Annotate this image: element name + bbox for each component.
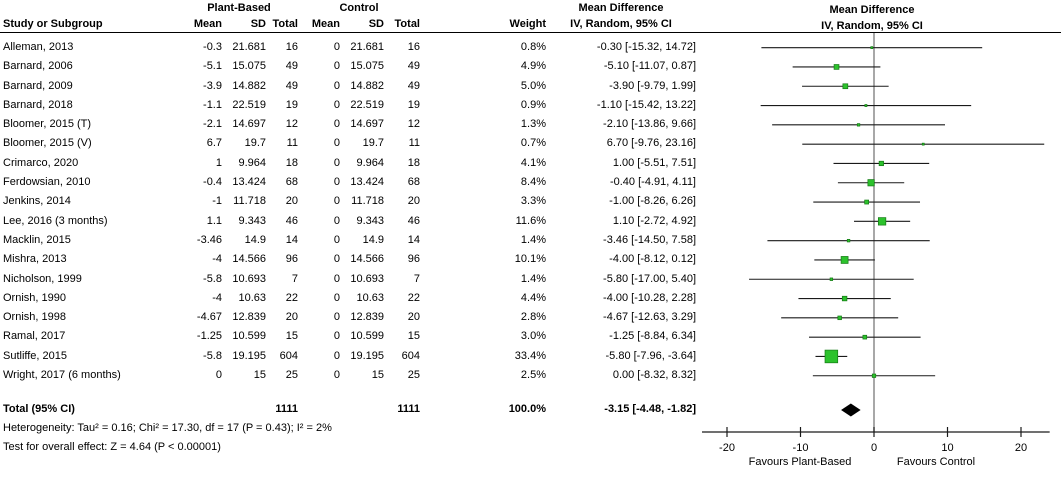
md-ci-column-header: IV, Random, 95% CI — [570, 18, 672, 30]
overall-effect-stats: Test for overall effect: Z = 4.64 (P < 0.00001) — [3, 441, 221, 453]
heterogeneity-stats: Heterogeneity: Tau² = 0.16; Chi² = 17.30, df = 17 (P = 0.43); I² = 2% — [3, 422, 332, 434]
total-n1: 1111 — [275, 403, 298, 415]
study-row: Sutliffe, 2015 -5.8 19.195 604 0 19.195 604 33.4% -5.80 [-7.96, -3.64] — [3, 349, 696, 362]
effect-marker — [922, 143, 924, 145]
forest-plot-svg — [700, 0, 1061, 480]
mean1-column-header: Mean — [193, 18, 222, 30]
effect-marker — [863, 335, 867, 339]
favours-left-label: Favours Plant-Based — [748, 456, 852, 468]
effect-marker — [879, 161, 883, 165]
effect-marker — [842, 296, 847, 301]
study-row: Crimarco, 2020 1 9.964 18 0 9.964 18 4.1% 1.00 [-5.51, 7.51] — [3, 156, 696, 169]
effect-marker — [868, 180, 874, 186]
x-axis-tick-label: -10 — [792, 442, 809, 454]
study-row: Barnard, 2009 -3.9 14.882 49 0 14.882 49 5.0% -3.90 [-9.79, 1.99] — [3, 79, 696, 92]
mean2-column-header: Mean — [311, 18, 340, 30]
sd2-column-header: SD — [368, 18, 384, 30]
effect-marker — [847, 239, 850, 242]
effect-marker — [825, 350, 838, 363]
study-row: Nicholson, 1999 -5.8 10.693 7 0 10.693 7 1.4% -5.80 [-17.00, 5.40] — [3, 272, 696, 285]
study-row: Ornish, 1998 -4.67 12.839 20 0 12.839 20 2.8% -4.67 [-12.63, 3.29] — [3, 311, 696, 324]
effect-marker — [834, 65, 839, 70]
study-row: Macklin, 2015 -3.46 14.9 14 0 14.9 14 1.4% -3.46 [-14.50, 7.58] — [3, 233, 696, 246]
total-label: Total (95% CI) — [3, 403, 75, 415]
effect-marker — [865, 105, 867, 107]
study-row: Barnard, 2018 -1.1 22.519 19 0 22.519 19 0.9% -1.10 [-15.42, 13.22] — [3, 98, 696, 111]
x-axis-tick-label: 0 — [870, 442, 878, 454]
x-axis-tick-label: -20 — [719, 442, 735, 454]
total-weight: 100.0% — [508, 403, 546, 415]
study-row: Bloomer, 2015 (T) -2.1 14.697 12 0 14.697 12 1.3% -2.10 [-13.86, 9.66] — [3, 118, 696, 131]
study-row: Jenkins, 2014 -1 11.718 20 0 11.718 20 3.3% -1.00 [-8.26, 6.26] — [3, 195, 696, 208]
study-table — [0, 38, 696, 385]
footer-stats — [3, 419, 332, 457]
sd1-column-header: SD — [250, 18, 266, 30]
study-row: Ferdowsian, 2010 -0.4 13.424 68 0 13.424 68 8.4% -0.40 [-4.91, 4.11] — [3, 176, 696, 189]
total-n2: 1111 — [397, 403, 420, 415]
study-row: Barnard, 2006 -5.1 15.075 49 0 15.075 49 4.9% -5.10 [-11.07, 0.87] — [3, 60, 696, 73]
effect-marker — [830, 278, 833, 281]
plot-layer — [702, 33, 1050, 454]
total2-column-header: Total — [394, 18, 420, 30]
x-axis-tick-label: 20 — [1014, 442, 1028, 454]
effect-marker — [843, 84, 848, 89]
column-headers — [0, 0, 696, 32]
group1-header: Plant-Based — [207, 2, 271, 14]
total1-column-header: Total — [272, 18, 298, 30]
total-row — [0, 400, 696, 419]
study-column-header: Study or Subgroup — [3, 18, 103, 30]
study-row: Bloomer, 2015 (V) 6.7 19.7 11 0 19.7 11 0.7% 6.70 [-9.76, 23.16] — [3, 137, 696, 150]
group2-header: Control — [339, 2, 379, 14]
effect-marker — [838, 316, 842, 320]
md-column-header: Mean Difference — [578, 2, 664, 14]
effect-marker — [871, 47, 873, 49]
effect-marker — [841, 256, 848, 263]
effect-marker — [878, 218, 885, 225]
pooled-diamond — [841, 404, 861, 417]
plot-md-title: Mean Difference — [829, 4, 915, 16]
study-row: Wright, 2017 (6 months) 0 15 25 0 15 25 2.5% 0.00 [-8.32, 8.32] — [3, 369, 696, 382]
effect-marker — [865, 200, 869, 204]
plot-md-subtitle: IV, Random, 95% CI — [821, 20, 923, 32]
total-md-ci: -3.15 [-4.48, -1.82] — [604, 403, 696, 415]
weight-column-header: Weight — [509, 18, 546, 30]
study-row: Alleman, 2013 -0.3 21.681 16 0 21.681 16 0.8% -0.30 [-15.32, 14.72] — [3, 41, 696, 53]
study-row: Mishra, 2013 -4 14.566 96 0 14.566 96 10.1% -4.00 [-8.12, 0.12] — [3, 253, 696, 266]
study-row: Ramal, 2017 -1.25 10.599 15 0 10.599 15 3.0% -1.25 [-8.84, 6.34] — [3, 330, 696, 343]
effect-marker — [872, 374, 875, 377]
effect-marker — [857, 124, 860, 127]
study-row: Lee, 2016 (3 months) 1.1 9.343 46 0 9.343 46 11.6% 1.10 [-2.72, 4.92] — [3, 214, 696, 227]
x-axis-tick-label: 10 — [941, 442, 954, 454]
study-row: Ornish, 1990 -4 10.63 22 0 10.63 22 4.4% -4.00 [-10.28, 2.28] — [3, 291, 696, 304]
favours-right-label: Favours Control — [896, 456, 976, 468]
